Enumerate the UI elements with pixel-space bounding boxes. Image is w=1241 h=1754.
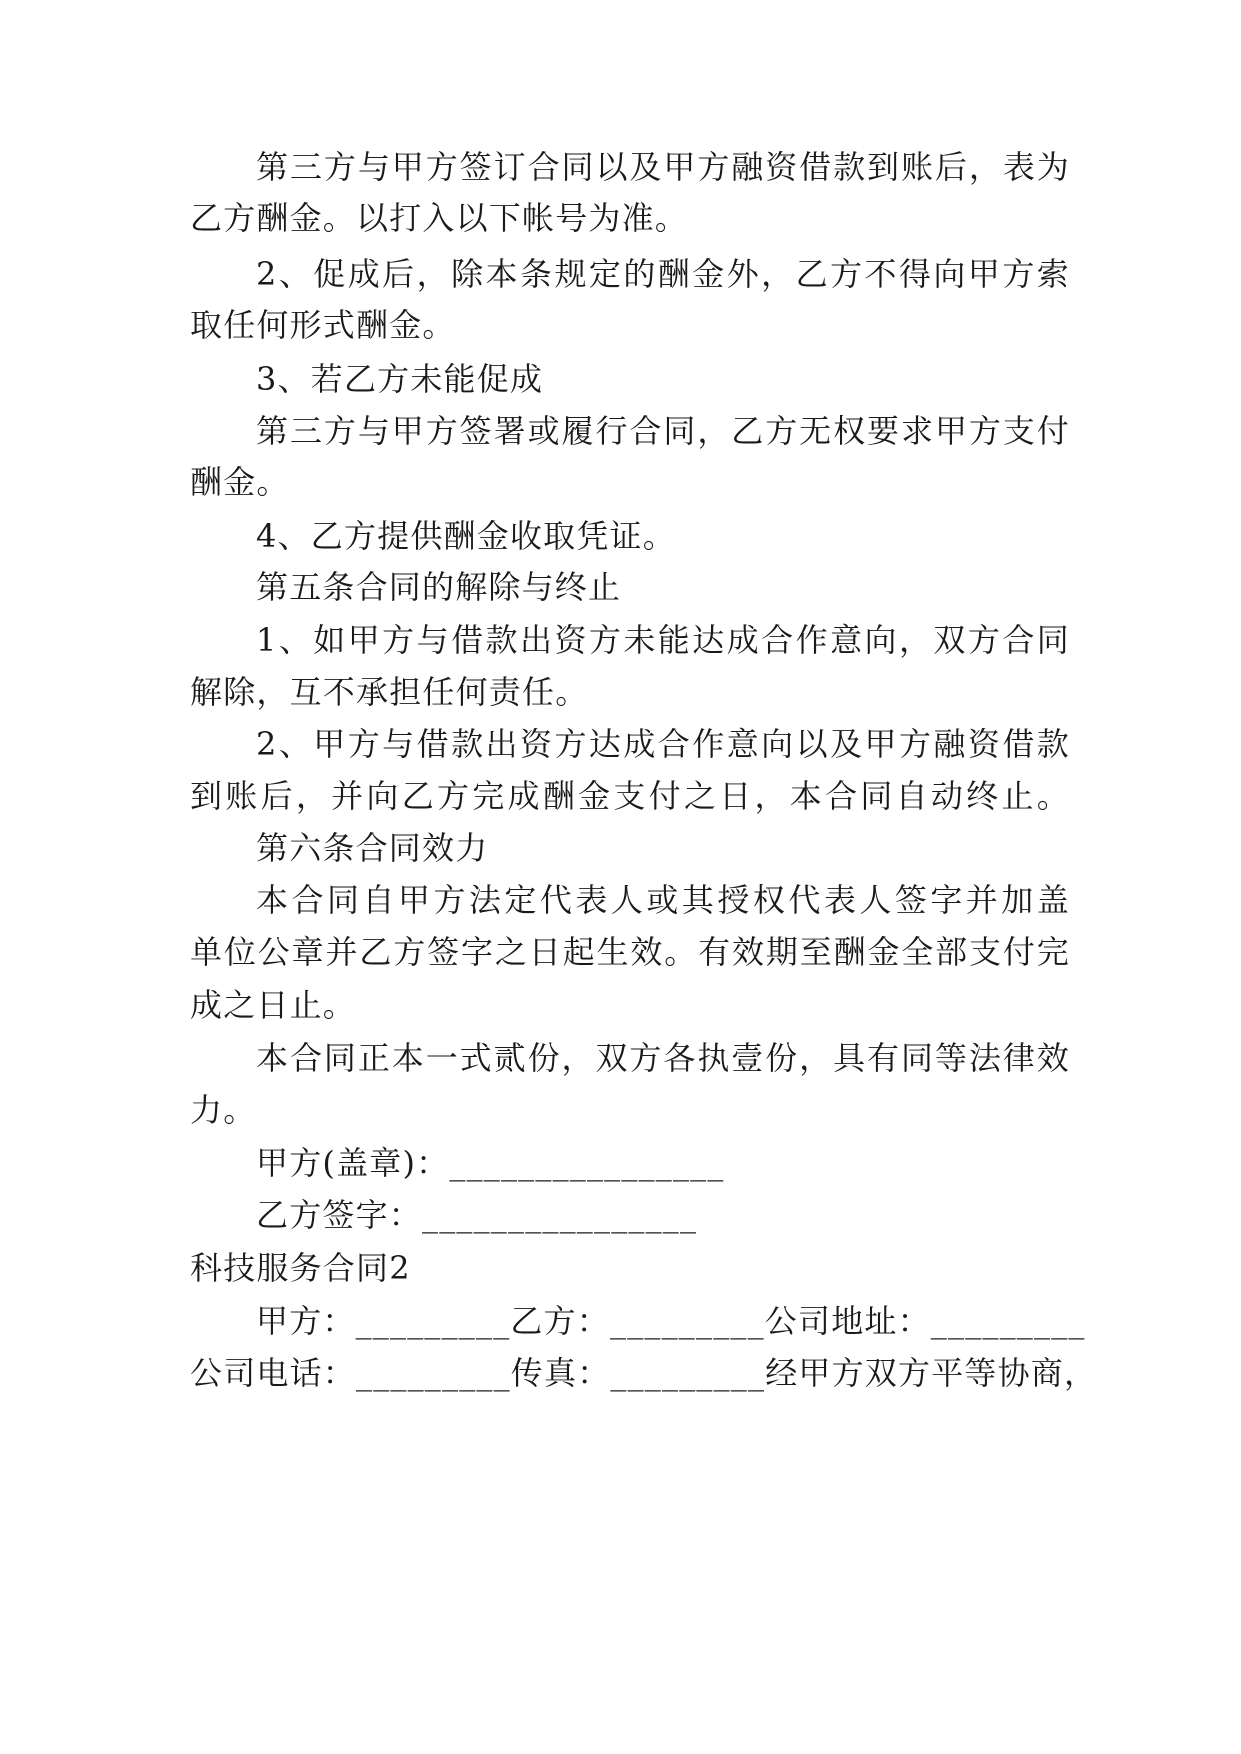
paragraph-line: 2、促成后，除本条规定的酬金外，乙方不得向甲方索 xyxy=(256,255,1070,293)
contract-title: 科技服务合同2 xyxy=(190,1249,411,1287)
contact-info-line: 公司电话：_________传真：_________经甲方双方平等协商， xyxy=(190,1354,1098,1392)
paragraph-line: 2、甲方与借款出资方达成合作意向以及甲方融资借款 xyxy=(256,725,1070,763)
paragraph-line: 第三方与甲方签订合同以及甲方融资借款到账后，表为 xyxy=(256,148,1070,186)
section-heading: 第六条合同效力 xyxy=(256,829,489,867)
paragraph-line: 第三方与甲方签署或履行合同，乙方无权要求甲方支付 xyxy=(256,412,1070,450)
party-a-seal-line: 甲方(盖章)：________________ xyxy=(256,1144,725,1182)
paragraph-line: 1、如甲方与借款出资方未能达成合作意向，双方合同 xyxy=(256,621,1070,659)
paragraph-line: 酬金。 xyxy=(190,463,290,501)
paragraph-line: 3、若乙方未能促成 xyxy=(256,360,544,398)
section-heading: 第五条合同的解除与终止 xyxy=(256,568,622,606)
parties-info-line: 甲方：_________乙方：_________公司地址：_________ xyxy=(256,1302,1086,1340)
paragraph-line: 成之日止。 xyxy=(190,986,357,1024)
paragraph-line: 本合同正本一式贰份，双方各执壹份，具有同等法律效 xyxy=(256,1039,1070,1077)
party-b-signature-line: 乙方签字：________________ xyxy=(256,1196,698,1234)
paragraph-line: 取任何形式酬金。 xyxy=(190,306,456,344)
paragraph-line: 解除，互不承担任何责任。 xyxy=(190,673,589,711)
paragraph-line: 到账后，并向乙方完成酬金支付之日，本合同自动终止。 xyxy=(190,777,1070,815)
paragraph-line: 力。 xyxy=(190,1091,257,1129)
paragraph-line: 乙方酬金。以打入以下帐号为准。 xyxy=(190,199,689,237)
paragraph-line: 本合同自甲方法定代表人或其授权代表人签字并加盖 xyxy=(256,881,1070,919)
paragraph-line: 4、乙方提供酬金收取凭证。 xyxy=(256,517,676,555)
paragraph-line: 单位公章并乙方签字之日起生效。有效期至酬金全部支付完 xyxy=(190,933,1070,971)
